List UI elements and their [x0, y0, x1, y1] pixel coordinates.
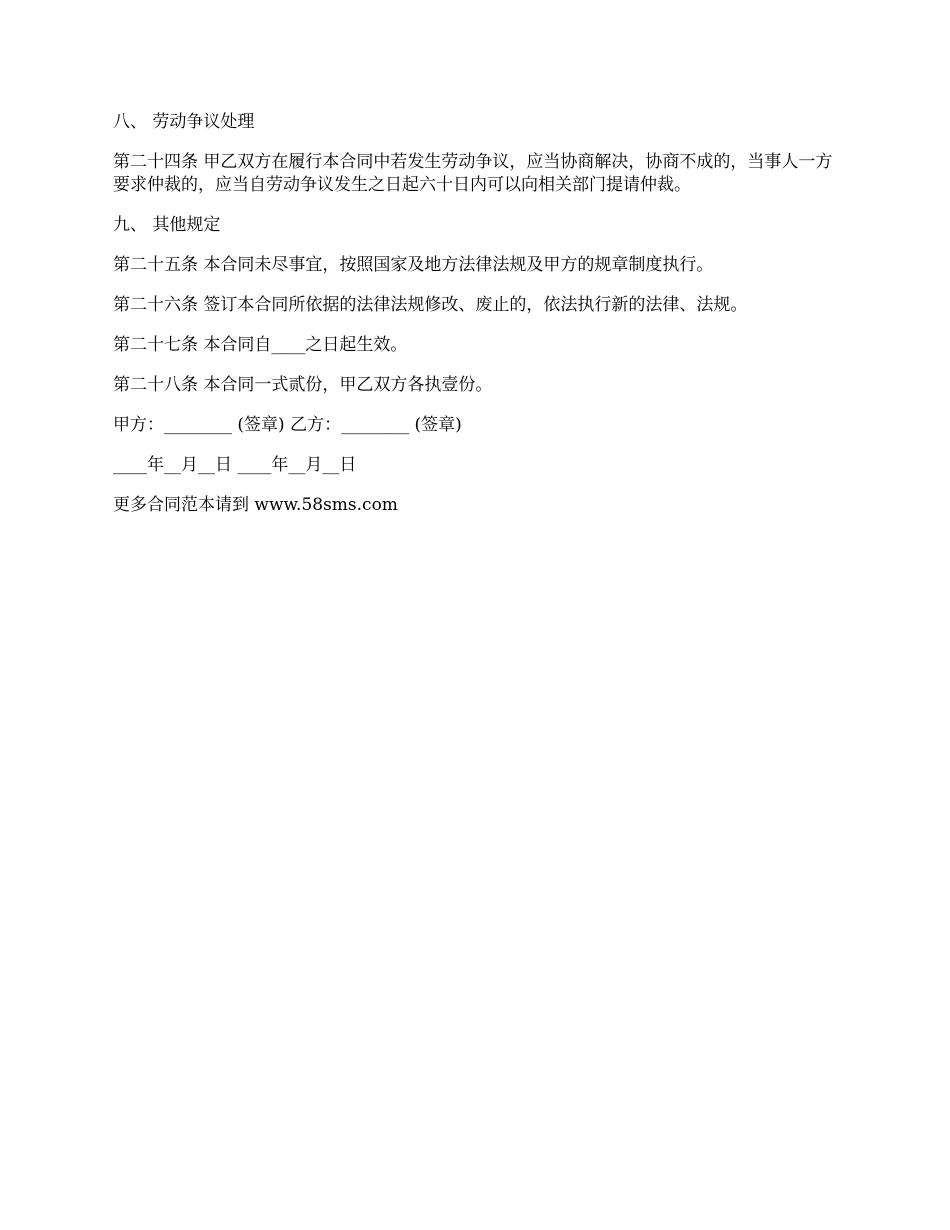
article-28: 第二十八条 本合同一式贰份，甲乙双方各执壹份。	[113, 375, 493, 395]
article-24: 第二十四条 甲乙双方在履行本合同中若发生劳动争议，应当协商解决，协商不成的，当事人一方要求仲裁的，应当自劳动争议发生之日起六十日内可以向相关部门提请仲裁。	[113, 152, 833, 195]
section-title-labor-dispute: 八、 劳动争议处理	[113, 112, 255, 132]
date-line: ____年__月__日 ____年__月__日	[113, 455, 357, 475]
article-27: 第二十七条 本合同自____之日起生效。	[113, 335, 408, 355]
signature-line: 甲方：________ (签章) 乙方：________ (签章)	[113, 415, 462, 435]
section-title-other-provisions: 九、 其他规定	[113, 215, 221, 235]
document-body	[113, 111, 843, 534]
article-25: 第二十五条 本合同未尽事宜，按照国家及地方法律法规及甲方的规章制度执行。	[113, 255, 714, 275]
footer-note: 更多合同范本请到 www.58sms.com	[113, 495, 398, 515]
article-26: 第二十六条 签订本合同所依据的法律法规修改、废止的，依法执行新的法律、法规。	[113, 295, 748, 315]
